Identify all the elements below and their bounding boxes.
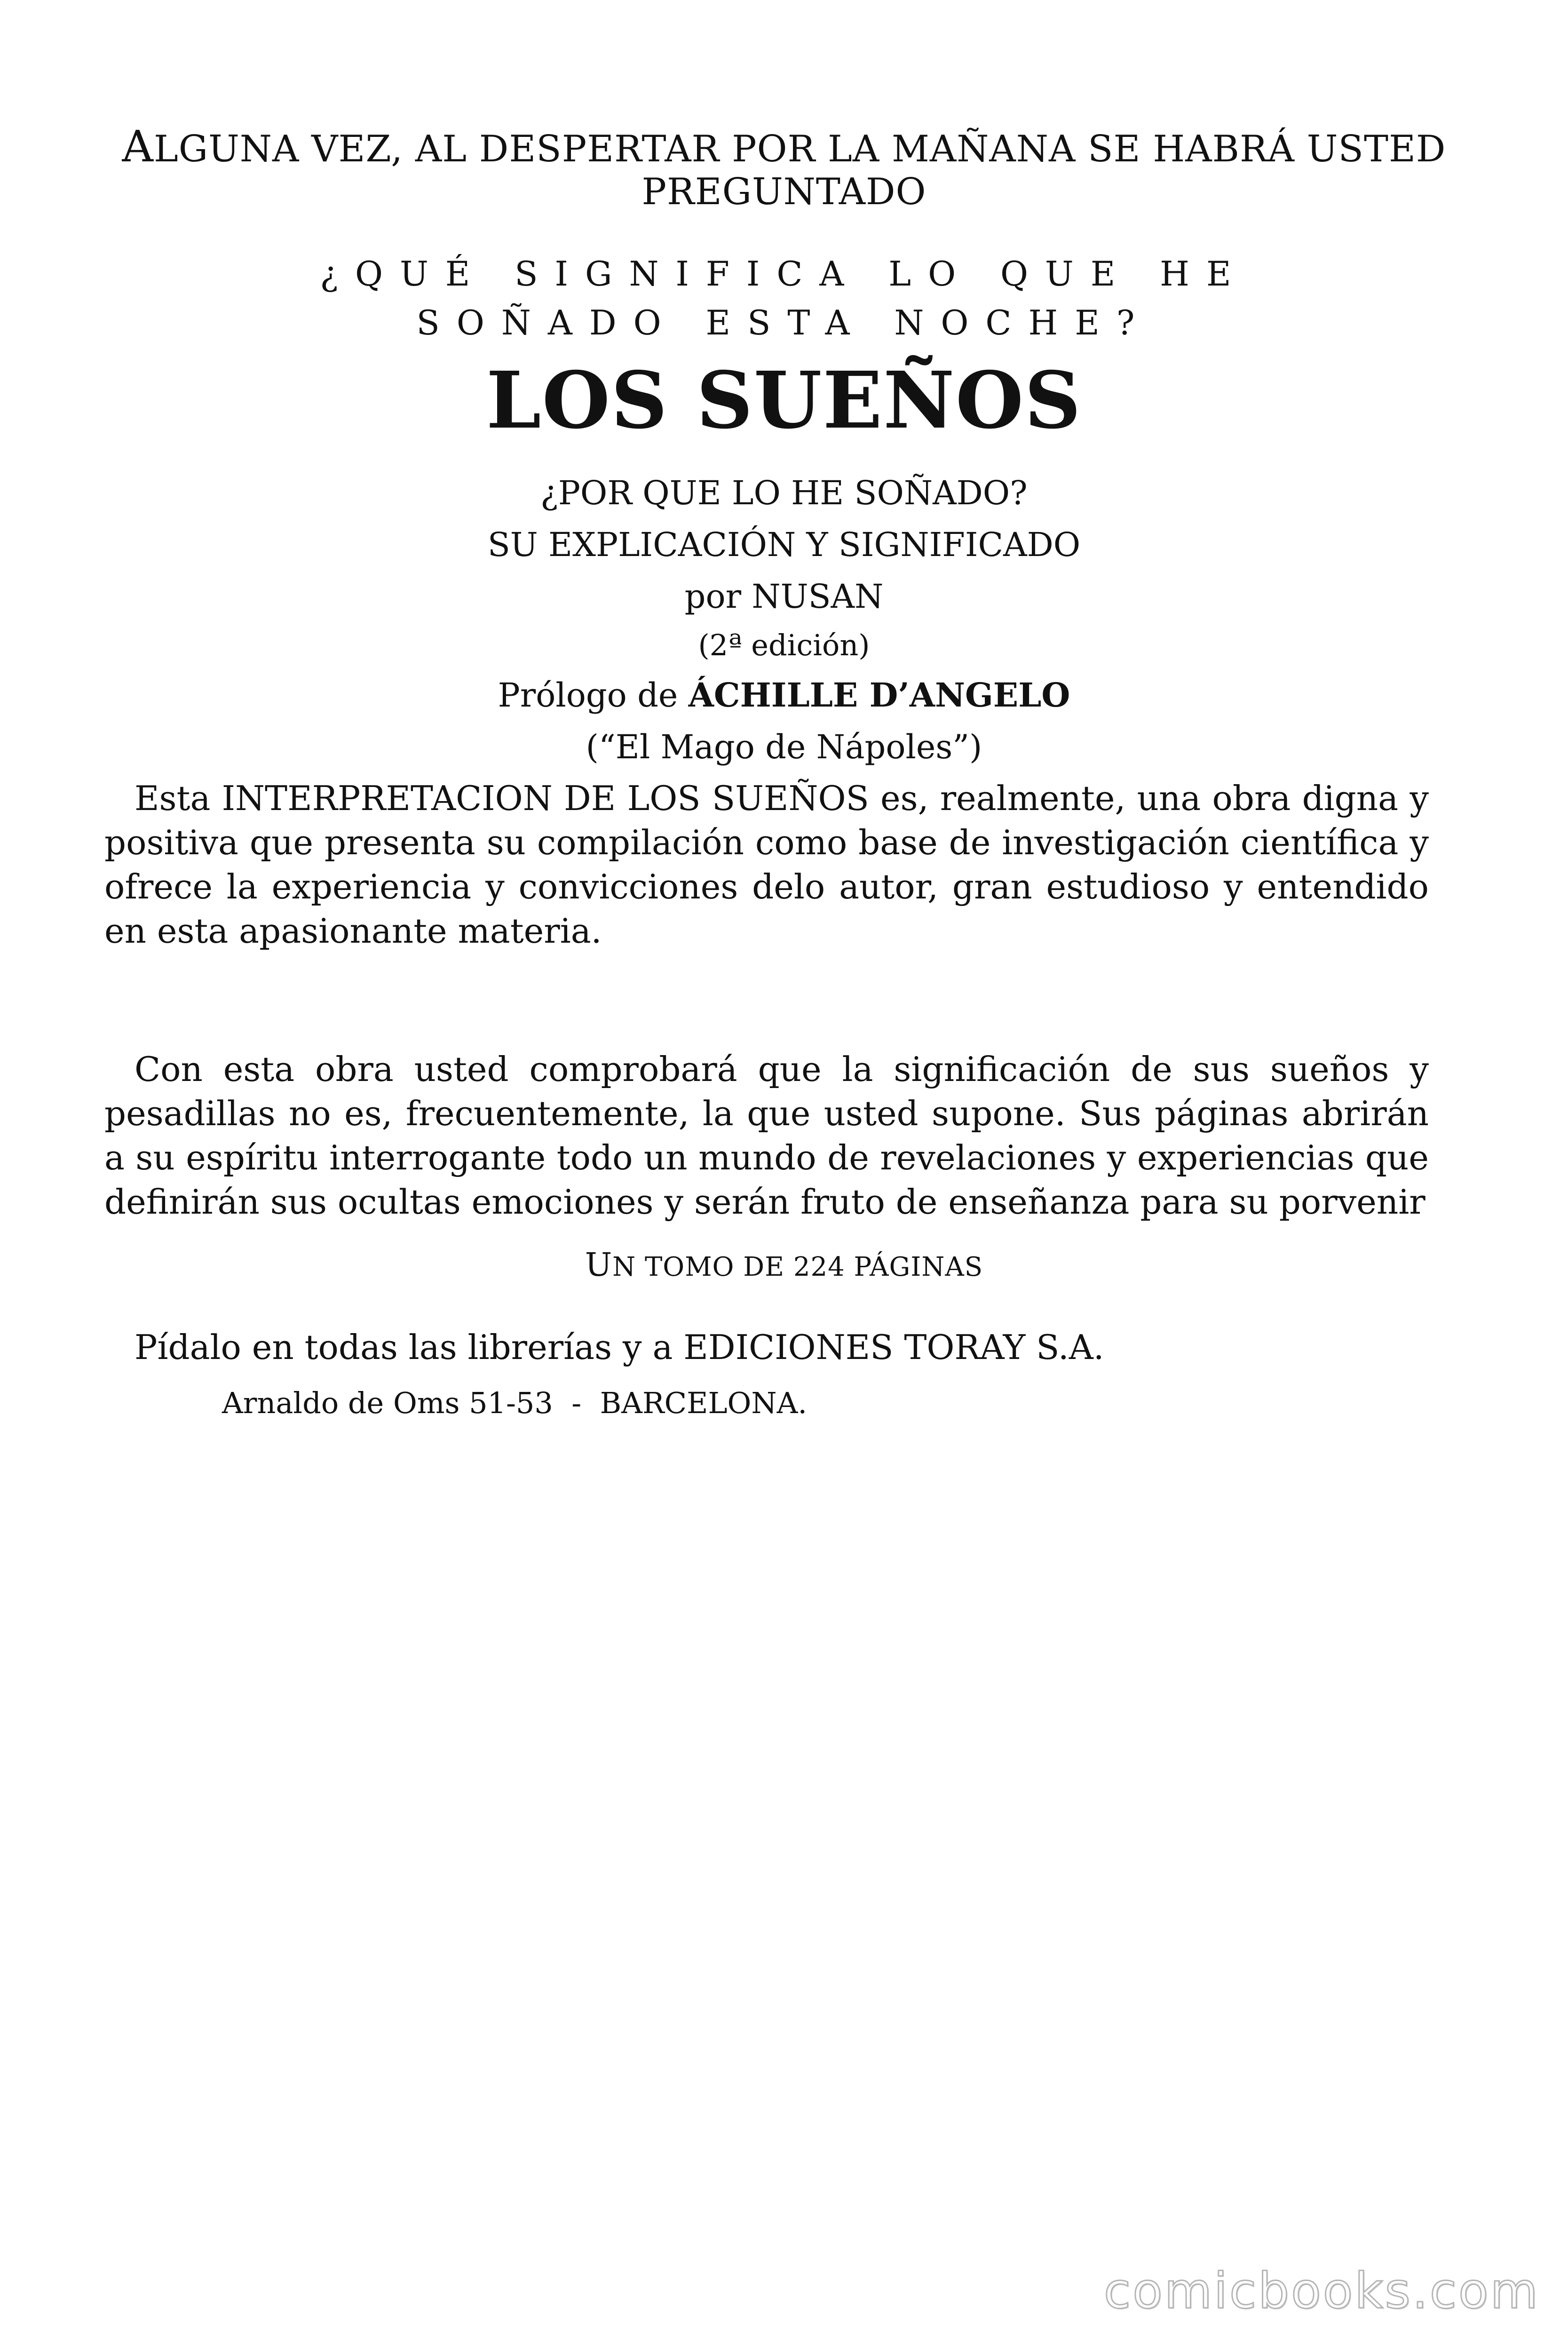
volume-drop-cap: U [585, 1247, 613, 1284]
edition-line: (2ª edición) [698, 628, 870, 662]
author-line: por NUSAN [684, 577, 884, 616]
publisher-address: Arnaldo de Oms 51-53 - BARCELONA. [222, 1386, 808, 1420]
volume-info [0, 1247, 1568, 1286]
prologue-author-name: ÁCHILLE D’ANGELO [688, 675, 1070, 715]
header-line-1 [0, 123, 1568, 173]
subtitle-line-2: SU EXPLICACIÓN Y SIGNIFICADO [487, 525, 1081, 564]
book-title: LOS SUEÑOS [486, 355, 1082, 446]
description-paragraph-2: Con esta obra usted comprobará que la significación de sus sueños y pesadillas no es, frecuentemente, la que usted supone. Sus páginas abrirán a su espíritu interrogante todo un mundo de revelaciones y experiencias que definirán sus ocultas emociones y serán fruto de enseñanza para su porvenir [104, 1049, 1429, 1222]
header-line-2: PREGUNTADO [641, 171, 927, 213]
description-paragraph-1: Esta INTERPRETACION DE LOS SUEÑOS es, realmente, una obra digna y positiva que presenta su compilación como base de investigación científica y ofrece la experiencia y convicciones delo autor, gran estudioso y entendido en esta apasionante materia. [104, 779, 1429, 951]
volume-info-text: N TOMO DE 224 PÁGINAS [612, 1252, 983, 1282]
subtitle-line-1: ¿POR QUE LO HE SOÑADO? [540, 474, 1028, 512]
prologue-prefix: Prólogo de [498, 676, 689, 715]
question-line-2: SOÑADO ESTA NOCHE? [416, 303, 1152, 342]
header-line-1-text: LGUNA VEZ, AL DESPERTAR POR LA MAÑANA SE HABRÁ USTED [153, 128, 1446, 170]
header-drop-cap: A [122, 121, 154, 172]
order-line: Pídalo en todas las librerías y a EDICIONES TORAY S.A. [135, 1327, 1104, 1367]
question-line-1: ¿QUÉ SIGNIFICA LO QUE HE [320, 254, 1248, 294]
watermark-logo: comicbooks.com [1103, 2262, 1540, 2320]
nickname-line: (“El Mago de Nápoles”) [586, 728, 982, 766]
prologue-line [0, 672, 1568, 719]
